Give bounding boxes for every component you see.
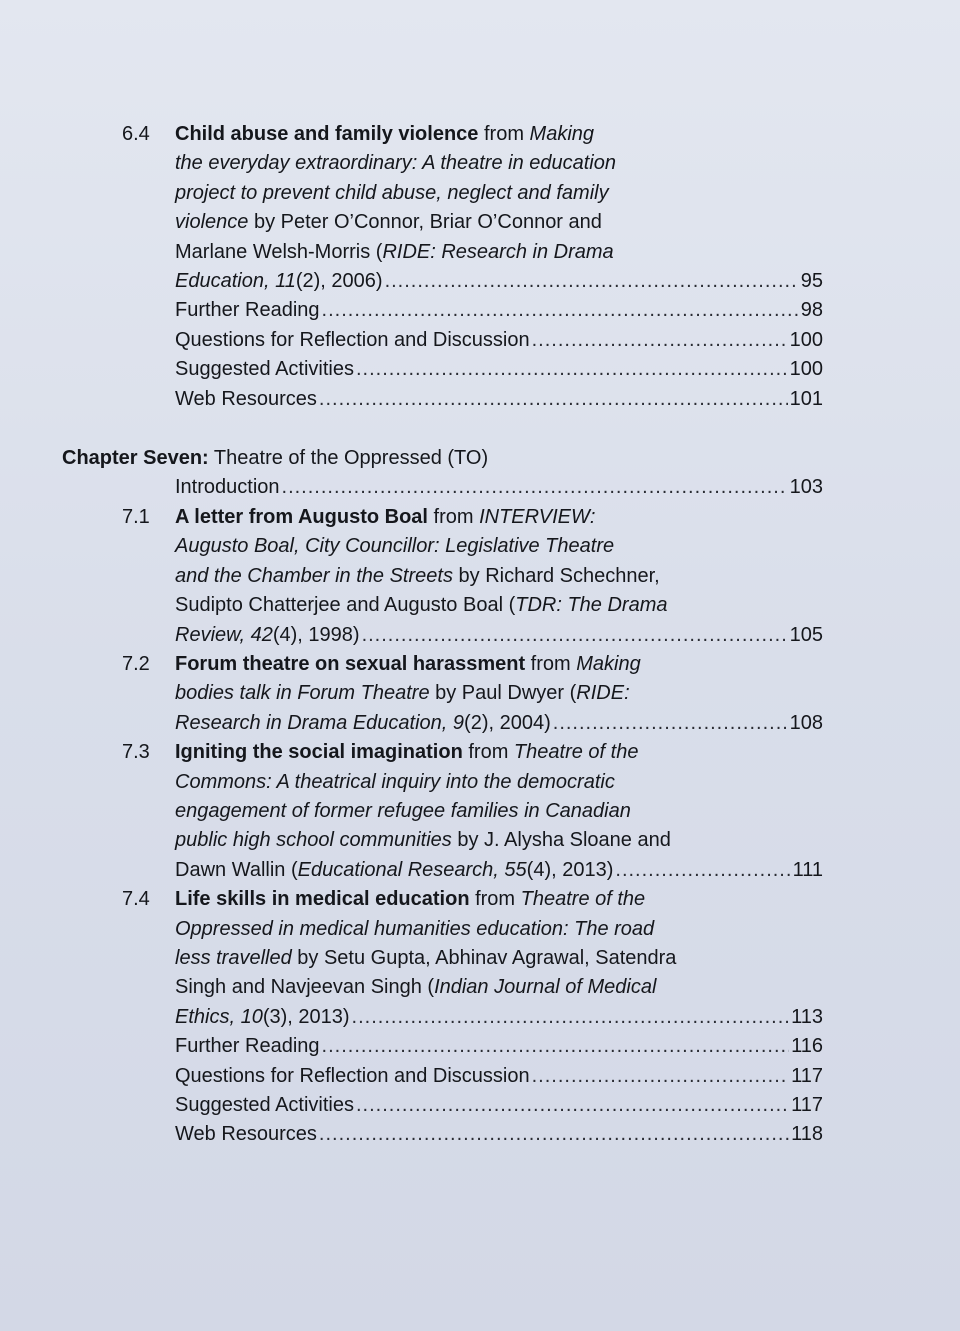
- entry-last-line: [175, 1003, 823, 1032]
- italic-text: Theatre of the: [520, 888, 646, 911]
- entry-citation: [175, 856, 613, 885]
- entry-number: 7.1: [122, 505, 150, 528]
- entry-last-line: [175, 267, 823, 296]
- italic-text: Indian Journal of Medical: [434, 976, 657, 999]
- italic-text: Theatre of the: [513, 741, 639, 764]
- entry-line: [175, 826, 823, 855]
- entry-text: [175, 738, 823, 885]
- dot-leader: [319, 385, 788, 414]
- text: (4), 1998): [272, 623, 360, 646]
- entry-page-number: 113: [791, 1005, 823, 1028]
- entry-number: 7.3: [122, 741, 150, 764]
- entry-line: [175, 944, 823, 973]
- italic-text: the everyday extraordinary: A theatre in education: [175, 152, 616, 175]
- entry-number: 6.4: [122, 123, 150, 145]
- italic-text: project to prevent child abuse, neglect and family: [175, 181, 609, 204]
- entry-line: [175, 738, 823, 767]
- text: by Richard Schechner,: [452, 564, 660, 587]
- italic-text: Commons: A theatrical inquiry into the democratic: [175, 770, 615, 793]
- entry-page-number: 95: [800, 270, 823, 293]
- toc-subsection[interactable]: [175, 326, 823, 355]
- entry-last-line: [175, 856, 823, 885]
- italic-text: Education, 11: [175, 270, 296, 293]
- dot-leader: [553, 709, 788, 738]
- italic-text: Augusto Boal, City Councillor: Legislative Theatre: [175, 535, 615, 558]
- text: (4), 2013): [526, 858, 614, 881]
- italic-text: RIDE:: [576, 682, 630, 705]
- subsection-label: Web Resources: [175, 387, 317, 410]
- toc-subsections-chapter-six: [0, 296, 960, 414]
- subsection-page-number: 101: [789, 387, 823, 410]
- subsection-page-number: 117: [791, 1064, 823, 1087]
- text: from: [468, 741, 514, 764]
- dot-leader: [322, 296, 799, 325]
- toc-subsection[interactable]: [175, 1032, 823, 1061]
- text: (3), 2013): [262, 1005, 350, 1028]
- dot-leader: [319, 1120, 789, 1149]
- italic-text: public high school communities: [175, 829, 452, 852]
- toc-subsection[interactable]: [175, 1062, 823, 1091]
- italic-text: TDR: The Drama: [515, 594, 668, 617]
- entry-citation: [175, 709, 551, 738]
- entry-line: [175, 973, 823, 1002]
- subsection-page-number: 116: [791, 1035, 823, 1058]
- italic-text: violence: [175, 211, 249, 234]
- text: Marlane Welsh-Morris (: [175, 240, 383, 263]
- entry-number: 7.2: [122, 652, 150, 675]
- entry-last-line: [175, 621, 823, 650]
- entry-line: [175, 179, 823, 208]
- entry-title: Forum theatre on sexual harassment: [175, 652, 531, 675]
- dot-leader: [615, 856, 790, 885]
- text: from: [433, 505, 480, 528]
- toc-entries-chapter-six: [0, 120, 960, 296]
- entry-text: [175, 503, 823, 650]
- text: Singh and Navjeevan Singh (: [175, 976, 435, 999]
- subsection-label: Questions for Reflection and Discussion: [175, 1064, 530, 1087]
- toc-entry[interactable]: [0, 503, 960, 650]
- intro-label: Introduction: [175, 476, 280, 499]
- italic-text: Educational Research, 55: [297, 858, 527, 881]
- toc-intro: [175, 473, 823, 502]
- subsection-page-number: 117: [791, 1094, 823, 1116]
- entry-page-number: 111: [792, 858, 823, 881]
- entry-line: [175, 591, 823, 620]
- chapter-title: Theatre of the Oppressed (TO): [213, 447, 489, 470]
- subsection-label: Questions for Reflection and Discussion: [175, 328, 530, 351]
- entry-text: [175, 120, 823, 296]
- italic-text: Ethics, 10: [175, 1005, 263, 1028]
- text: from: [475, 888, 521, 911]
- entry-line: [175, 238, 823, 267]
- subsection-label: Further Reading: [175, 299, 320, 322]
- toc-entries-chapter-seven: [0, 503, 960, 1032]
- dot-leader: [532, 1062, 789, 1091]
- text: (2), 2004): [464, 711, 551, 734]
- entry-line: [175, 532, 823, 561]
- italic-text: bodies talk in Forum Theatre: [175, 682, 430, 705]
- chapter-heading: [62, 444, 822, 473]
- entry-page-number: 105: [789, 623, 823, 646]
- subsection-label: Suggested Activities: [175, 1094, 354, 1116]
- subsection-page-number: 100: [789, 358, 823, 381]
- entry-number: 7.4: [122, 888, 150, 911]
- italic-text: and the Chamber in the Streets: [175, 564, 453, 587]
- subsection-label: Web Resources: [175, 1123, 317, 1146]
- entry-title: A letter from Augusto Boal: [175, 505, 434, 528]
- dot-leader: [532, 326, 788, 355]
- dot-leader: [322, 1032, 790, 1061]
- entry-line: [175, 149, 823, 178]
- text: (2), 2006): [295, 270, 383, 293]
- dot-leader: [385, 267, 799, 296]
- entry-line: [175, 120, 823, 149]
- toc-entry[interactable]: [0, 120, 960, 296]
- intro-page: 103: [789, 476, 823, 499]
- text: by Setu Gupta, Abhinav Agrawal, Satendra: [291, 946, 677, 969]
- subsection-page-number: 100: [789, 328, 823, 351]
- subsection-page-number: 118: [791, 1123, 823, 1146]
- toc-subsections-chapter-seven: [0, 1032, 960, 1150]
- toc-subsection[interactable]: [175, 355, 823, 384]
- toc-entry[interactable]: [0, 885, 960, 1032]
- italic-text: Making: [576, 652, 641, 675]
- text: by Paul Dwyer (: [429, 682, 577, 705]
- entry-last-line: [175, 709, 823, 738]
- chapter-label: Chapter Seven:: [62, 447, 209, 470]
- dot-leader: [282, 473, 788, 502]
- italic-text: Research in Drama Education, 9: [175, 711, 465, 734]
- toc-subsection[interactable]: [175, 1120, 823, 1149]
- toc-subsection[interactable]: [175, 1091, 823, 1120]
- dot-leader: [352, 1003, 790, 1032]
- subsection-page-number: 98: [800, 299, 823, 322]
- entry-line: [175, 208, 823, 237]
- entry-line: [175, 797, 823, 826]
- entry-title: Igniting the social imagination: [175, 741, 469, 764]
- text: from: [530, 652, 577, 675]
- entry-line: [175, 503, 823, 532]
- toc-entry[interactable]: [0, 738, 960, 885]
- entry-citation: [175, 1003, 350, 1032]
- entry-line: [175, 679, 823, 708]
- text: by J. Alysha Sloane and: [451, 829, 671, 852]
- entry-title: Life skills in medical education: [175, 888, 476, 911]
- toc-subsection[interactable]: [175, 385, 823, 414]
- entry-line: [175, 650, 823, 679]
- entry-line: [175, 562, 823, 591]
- entry-text: [175, 650, 823, 738]
- entry-page-number: 108: [789, 711, 823, 734]
- toc-subsection[interactable]: [175, 296, 823, 325]
- dot-leader: [356, 355, 788, 384]
- dot-leader: [362, 621, 788, 650]
- subsection-label: Further Reading: [175, 1035, 320, 1058]
- entry-text: [175, 885, 823, 1032]
- italic-text: Making: [529, 123, 595, 145]
- entry-line: [175, 768, 823, 797]
- italic-text: engagement of former refugee families in Canadian: [175, 799, 631, 822]
- entry-title: Child abuse and family violence: [175, 123, 484, 145]
- italic-text: Review, 42: [175, 623, 273, 646]
- entry-line: [175, 915, 823, 944]
- entry-citation: [175, 621, 360, 650]
- dot-leader: [356, 1091, 789, 1120]
- text: Sudipto Chatterjee and Augusto Boal (: [175, 594, 516, 617]
- subsection-label: Suggested Activities: [175, 358, 354, 381]
- italic-text: RIDE: Research in Drama: [382, 240, 614, 263]
- text: from: [483, 123, 530, 145]
- table-of-contents: [0, 120, 960, 1150]
- entry-line: [175, 885, 823, 914]
- italic-text: INTERVIEW:: [479, 505, 596, 528]
- toc-entry[interactable]: [0, 650, 960, 738]
- italic-text: less travelled: [175, 946, 292, 969]
- entry-citation: [175, 267, 383, 296]
- italic-text: Oppressed in medical humanities education: The road: [175, 917, 655, 940]
- text: by Peter O’Connor, Briar O’Connor and: [248, 211, 602, 234]
- text: Dawn Wallin (: [175, 858, 298, 881]
